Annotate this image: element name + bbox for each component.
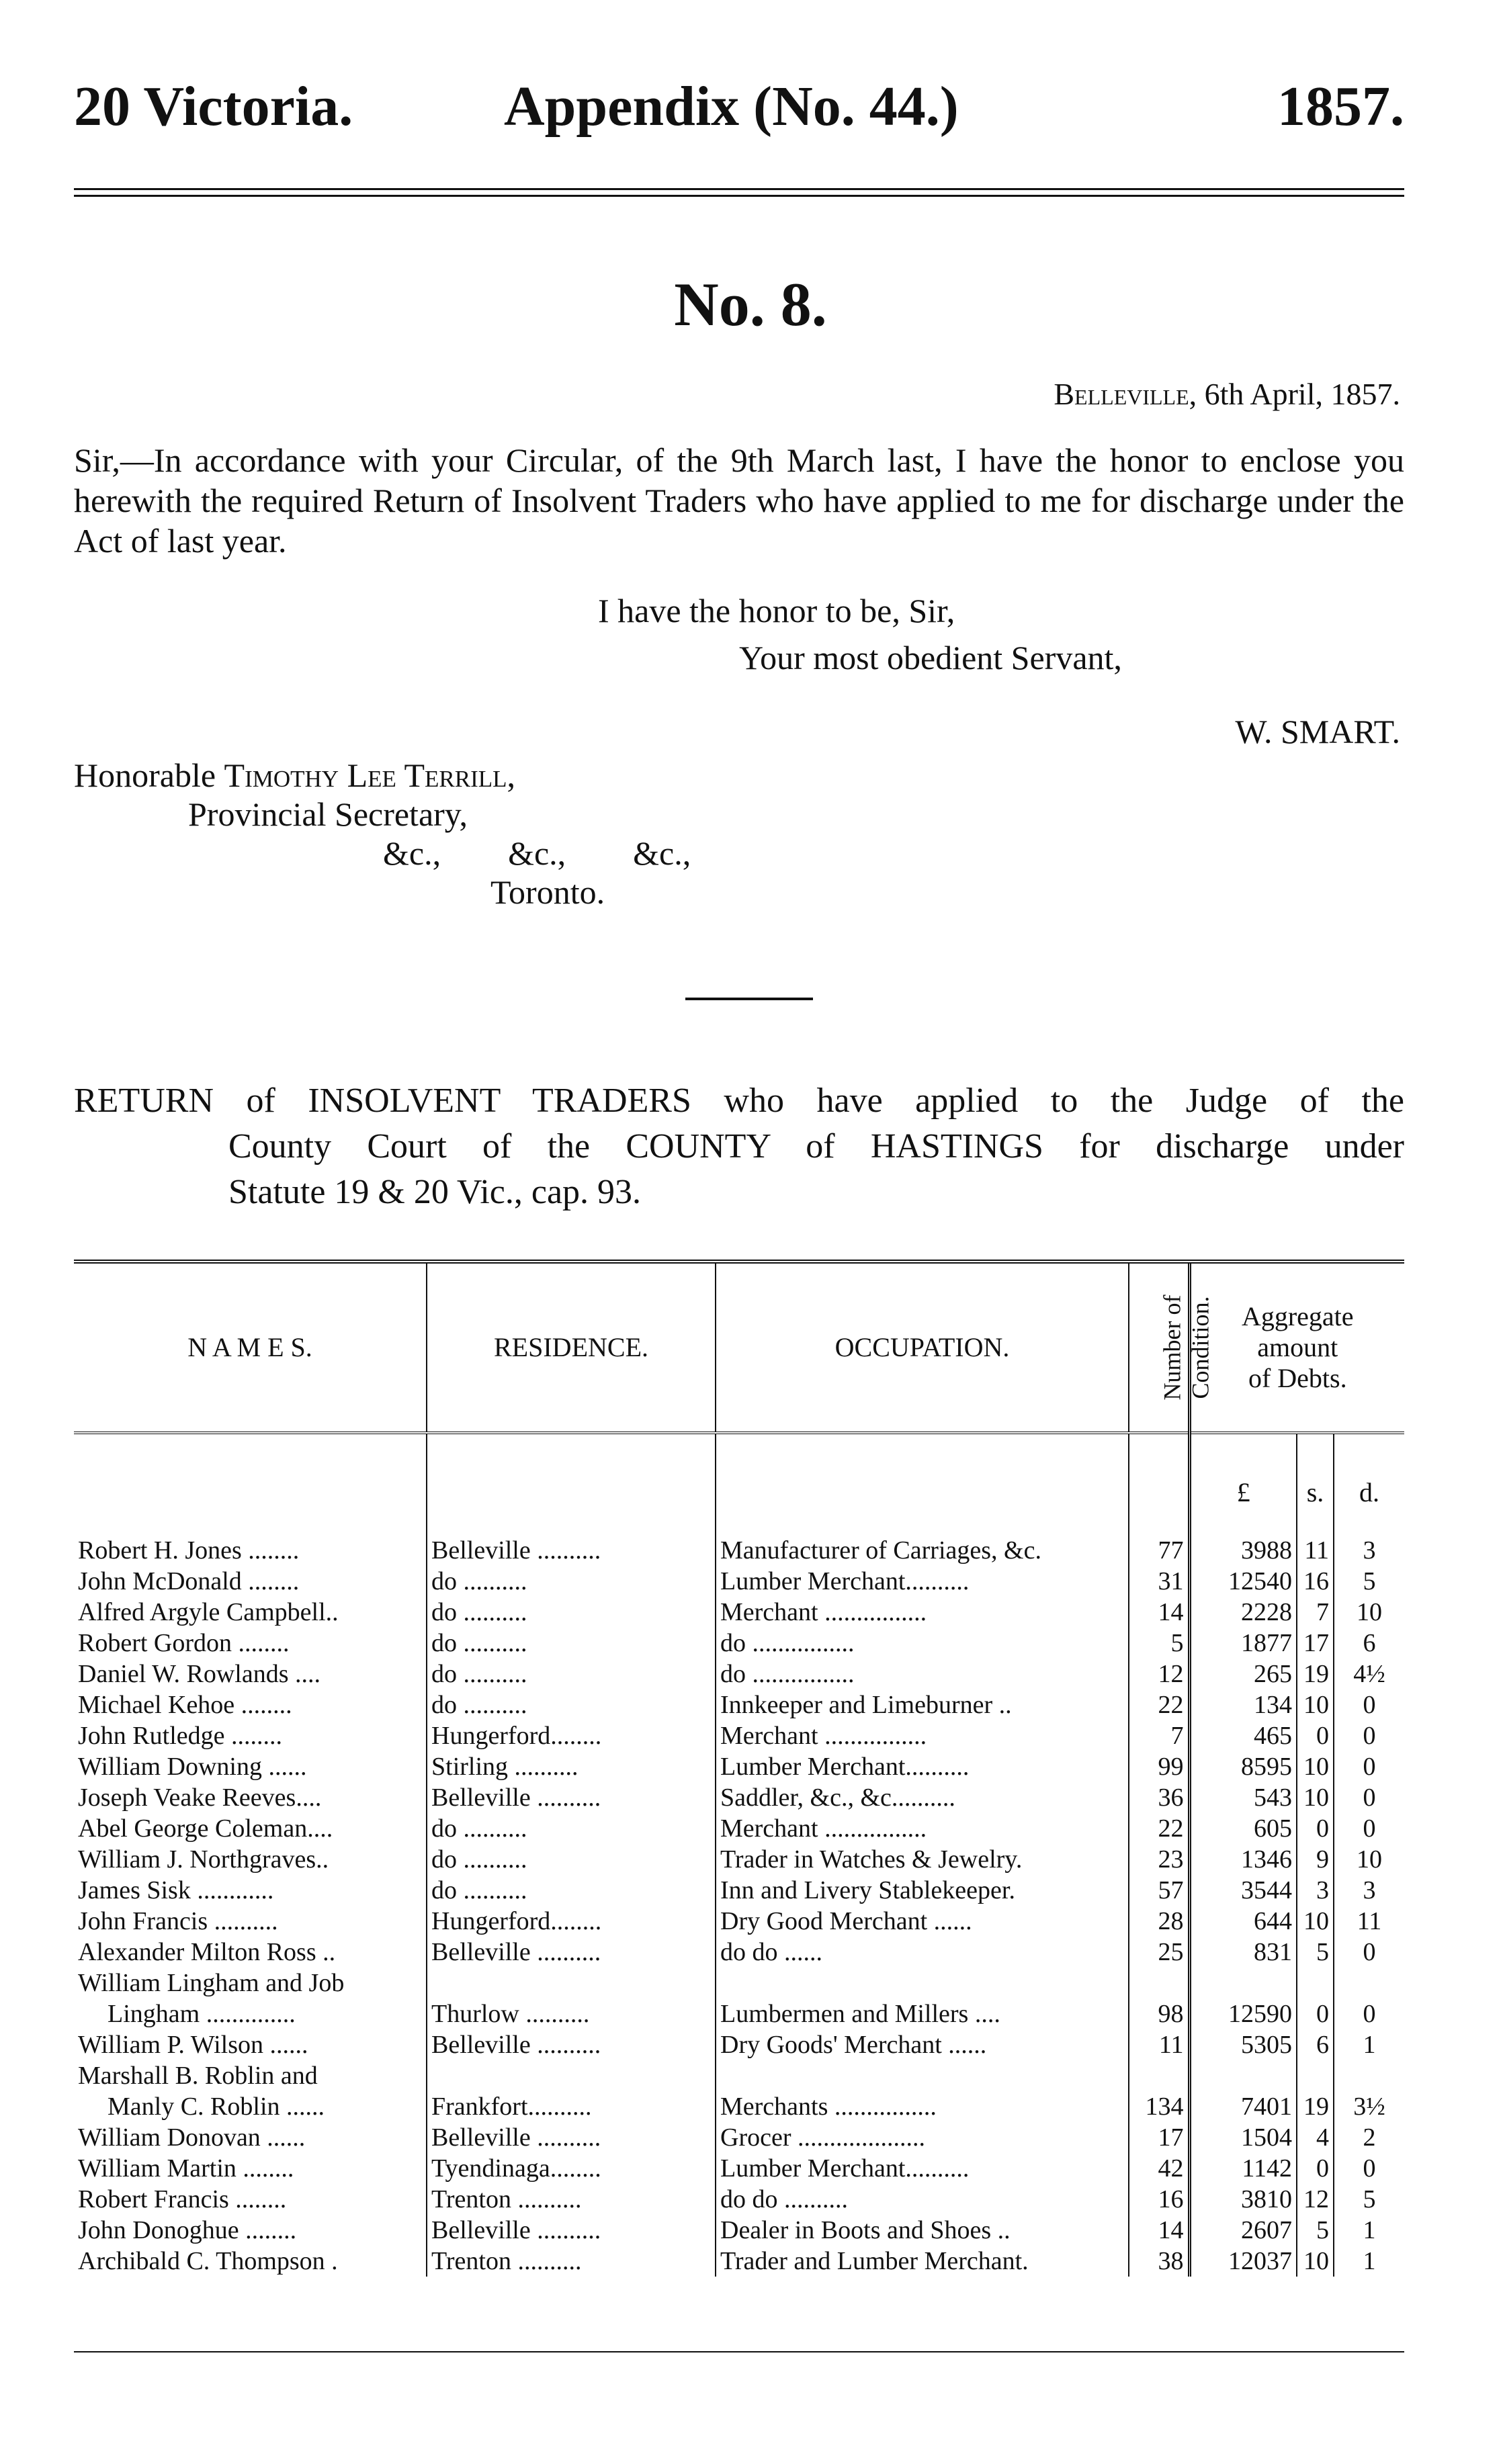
- table-row: [74, 2122, 1404, 2153]
- cell-occupation: Lumber Merchant..........: [716, 2153, 1129, 2184]
- cell-shillings: 12: [1297, 2184, 1334, 2215]
- cell-pounds: 5305: [1189, 2029, 1297, 2060]
- cell-residence: Trenton ..........: [427, 2246, 716, 2277]
- cell-name: Abel George Coleman....: [78, 1814, 333, 1843]
- table-header-row: [74, 1262, 1404, 1433]
- header-aggregate-line-2: amount: [1257, 1332, 1338, 1362]
- cell-occupation: Lumbermen and Millers ....: [716, 1998, 1129, 2029]
- cell-number-condition: 38: [1129, 2246, 1189, 2277]
- cell-shillings: 10: [1297, 1782, 1334, 1813]
- cell-shillings: 9: [1297, 1844, 1334, 1875]
- cell-name: Manly C. Roblin ......: [108, 2093, 325, 2121]
- cell-number-condition: 57: [1129, 1875, 1189, 1906]
- cell-pence: 3½: [1334, 2091, 1404, 2122]
- table-row: [74, 1906, 1404, 1937]
- cell-number-condition: 22: [1129, 1689, 1189, 1720]
- letter-body: Sir,—In accordance with your Circular, of the 9th March last, I have the honor to enclose you herewith the required Return of Insolvent Traders who have applied to me for discharge under the Act of last year.: [74, 441, 1404, 560]
- cell-residence: do ..........: [427, 1844, 716, 1875]
- cell-shillings: 10: [1297, 1906, 1334, 1937]
- cell-occupation: do ................: [716, 1628, 1129, 1659]
- cell-pounds: 3988: [1189, 1535, 1297, 1566]
- cell-number-condition: 28: [1129, 1906, 1189, 1937]
- cell-name: William Martin ........: [78, 2154, 294, 2183]
- cell-residence: Belleville ..........: [427, 2122, 716, 2153]
- table-row: [74, 1566, 1404, 1597]
- cell-number-condition: 77: [1129, 1535, 1189, 1566]
- cell-pounds: 134: [1189, 1689, 1297, 1720]
- table-row: [74, 1937, 1404, 1968]
- unit-shillings: s.: [1297, 1433, 1334, 1508]
- unit-pence: d.: [1334, 1433, 1404, 1508]
- table-row: [74, 1875, 1404, 1906]
- cell-name: Michael Kehoe ........: [78, 1691, 292, 1719]
- cell-occupation: [716, 1968, 1129, 1998]
- return-title-line-1: RETURN of INSOLVENT TRADERS who have applied to the Judge of the: [74, 1082, 1404, 1120]
- dateline-place: Belleville,: [1054, 377, 1197, 411]
- cell-occupation: [716, 2060, 1129, 2091]
- cell-shillings: 0: [1297, 1720, 1334, 1751]
- cell-number-condition: 12: [1129, 1659, 1189, 1689]
- table-row: [74, 1751, 1404, 1782]
- return-title: [74, 1078, 1404, 1215]
- cell-pence: 0: [1334, 1937, 1404, 1968]
- header-regnal-year: 20 Victoria.: [74, 75, 353, 138]
- cell-pounds: 265: [1189, 1659, 1297, 1689]
- cell-name: Alexander Milton Ross ..: [78, 1938, 336, 1966]
- cell-pence: [1334, 1968, 1404, 1998]
- cell-pounds: 543: [1189, 1782, 1297, 1813]
- cell-residence: Belleville ..........: [427, 1535, 716, 1566]
- document-number: No. 8.: [674, 270, 827, 339]
- header-number-label: [1158, 1294, 1214, 1400]
- cell-residence: Hungerford........: [427, 1720, 716, 1751]
- letter-closing-1: I have the honor to be, Sir,: [598, 592, 955, 629]
- cell-number-condition: 17: [1129, 2122, 1189, 2153]
- header-aggregate-line-1: Aggregate: [1241, 1301, 1354, 1331]
- cell-occupation: Lumber Merchant..........: [716, 1751, 1129, 1782]
- cell-residence: [427, 1968, 716, 1998]
- table-row: [74, 1782, 1404, 1813]
- cell-number-condition: 42: [1129, 2153, 1189, 2184]
- cell-pence: 6: [1334, 1628, 1404, 1659]
- cell-residence: Stirling ..........: [427, 1751, 716, 1782]
- cell-occupation: Merchant ................: [716, 1813, 1129, 1844]
- table-row: [74, 1597, 1404, 1628]
- table-row: [74, 1659, 1404, 1689]
- cell-number-condition: 36: [1129, 1782, 1189, 1813]
- cell-pounds: 3544: [1189, 1875, 1297, 1906]
- cell-residence: do ..........: [427, 1628, 716, 1659]
- cell-pence: 0: [1334, 1998, 1404, 2029]
- cell-pounds: 644: [1189, 1906, 1297, 1937]
- cell-shillings: 6: [1297, 2029, 1334, 2060]
- dateline: [1054, 376, 1400, 412]
- cell-residence: Trenton ..........: [427, 2184, 716, 2215]
- cell-shillings: 10: [1297, 2246, 1334, 2277]
- cell-pence: 3: [1334, 1535, 1404, 1566]
- cell-pence: 5: [1334, 1566, 1404, 1597]
- cell-pence: 0: [1334, 1813, 1404, 1844]
- cell-pounds: 2228: [1189, 1597, 1297, 1628]
- table-row: [74, 1628, 1404, 1659]
- cell-residence: Belleville ..........: [427, 2029, 716, 2060]
- cell-name: William P. Wilson ......: [78, 2031, 308, 2059]
- cell-pence: 3: [1334, 1875, 1404, 1906]
- cell-occupation: Merchants ................: [716, 2091, 1129, 2122]
- cell-shillings: 7: [1297, 1597, 1334, 1628]
- cell-pence: 1: [1334, 2029, 1404, 2060]
- cell-number-condition: 16: [1129, 2184, 1189, 2215]
- cell-residence: Tyendinaga........: [427, 2153, 716, 2184]
- header-aggregate: [1189, 1262, 1404, 1433]
- cell-occupation: do do ......: [716, 1937, 1129, 1968]
- cell-shillings: 11: [1297, 1535, 1334, 1566]
- table-row: [74, 2184, 1404, 2215]
- cell-name: Daniel W. Rowlands ....: [78, 1660, 320, 1688]
- cell-pence: 5: [1334, 2184, 1404, 2215]
- cell-shillings: 10: [1297, 1751, 1334, 1782]
- header-aggregate-line-3: of Debts.: [1248, 1363, 1347, 1393]
- table-row: [74, 1689, 1404, 1720]
- cell-name: Robert H. Jones ........: [78, 1536, 300, 1565]
- cell-pence: 1: [1334, 2246, 1404, 2277]
- cell-shillings: 10: [1297, 1689, 1334, 1720]
- addressee-etc: &c., &c., &c.,: [383, 834, 691, 872]
- cell-number-condition: 14: [1129, 2215, 1189, 2246]
- spacer-row: [74, 1508, 1404, 1535]
- cell-pence: 0: [1334, 1782, 1404, 1813]
- cell-name: John Francis ..........: [78, 1907, 278, 1935]
- section-divider: [685, 998, 813, 1000]
- cell-shillings: 0: [1297, 1813, 1334, 1844]
- table-row: [74, 1813, 1404, 1844]
- cell-name: Joseph Veake Reeves....: [78, 1784, 322, 1812]
- addressee-prefix: Honorable: [74, 756, 216, 794]
- cell-shillings: 4: [1297, 2122, 1334, 2153]
- cell-number-condition: 25: [1129, 1937, 1189, 1968]
- dateline-date: 6th April, 1857.: [1204, 377, 1400, 411]
- cell-occupation: Trader in Watches & Jewelry.: [716, 1844, 1129, 1875]
- header-number-condition: [1129, 1262, 1214, 1433]
- cell-residence: Thurlow ..........: [427, 1998, 716, 2029]
- cell-name: Lingham ..............: [108, 2000, 296, 2028]
- cell-number-condition: 22: [1129, 1813, 1189, 1844]
- letter-signature: W. SMART.: [1235, 713, 1400, 750]
- cell-pounds: [1189, 1968, 1297, 1998]
- cell-number-condition: 99: [1129, 1751, 1189, 1782]
- cell-number-condition: 11: [1129, 2029, 1189, 2060]
- cell-residence: Belleville ..........: [427, 1937, 716, 1968]
- cell-residence: Belleville ..........: [427, 2215, 716, 2246]
- cell-pence: 2: [1334, 2122, 1404, 2153]
- cell-pence: 0: [1334, 1751, 1404, 1782]
- cell-shillings: [1297, 2060, 1334, 2091]
- cell-name: Robert Francis ........: [78, 2185, 287, 2213]
- cell-pounds: 1346: [1189, 1844, 1297, 1875]
- cell-occupation: Inn and Livery Stablekeeper.: [716, 1875, 1129, 1906]
- cell-pounds: 12037: [1189, 2246, 1297, 2277]
- cell-pounds: 2607: [1189, 2215, 1297, 2246]
- table-row: [74, 1720, 1404, 1751]
- cell-occupation: Dry Goods' Merchant ......: [716, 2029, 1129, 2060]
- cell-name: James Sisk ............: [78, 1876, 274, 1904]
- cell-residence: do ..........: [427, 1659, 716, 1689]
- cell-occupation: Dealer in Boots and Shoes ..: [716, 2215, 1129, 2246]
- cell-name: John McDonald ........: [78, 1567, 300, 1595]
- cell-pounds: 12590: [1189, 1998, 1297, 2029]
- cell-shillings: [1297, 1968, 1334, 1998]
- table-row: [74, 2060, 1404, 2091]
- cell-pence: 10: [1334, 1844, 1404, 1875]
- cell-occupation: do ................: [716, 1659, 1129, 1689]
- cell-name: William Lingham and Job: [78, 1969, 345, 1997]
- header-number-line-2: Condition.: [1187, 1295, 1214, 1399]
- units-row: [74, 1433, 1404, 1508]
- cell-occupation: Dry Good Merchant ......: [716, 1906, 1129, 1937]
- cell-occupation: do do ..........: [716, 2184, 1129, 2215]
- cell-pence: 11: [1334, 1906, 1404, 1937]
- cell-occupation: Grocer ....................: [716, 2122, 1129, 2153]
- cell-occupation: Merchant ................: [716, 1597, 1129, 1628]
- header-number-line-1: Number of: [1158, 1294, 1186, 1400]
- cell-pounds: 12540: [1189, 1566, 1297, 1597]
- table-row: [74, 2215, 1404, 2246]
- addressee-title: Provincial Secretary,: [188, 795, 468, 833]
- header-appendix: Appendix (No. 44.): [504, 75, 959, 138]
- cell-pounds: 605: [1189, 1813, 1297, 1844]
- table-row: [74, 1968, 1404, 1998]
- cell-name: Robert Gordon ........: [78, 1629, 290, 1657]
- cell-residence: Frankfort..........: [427, 2091, 716, 2122]
- table-row: [74, 1844, 1404, 1875]
- page-header: [74, 74, 1404, 148]
- letter-closing-2: Your most obedient Servant,: [739, 639, 1122, 676]
- insolvent-traders-table: [74, 1260, 1404, 2277]
- cell-shillings: 17: [1297, 1628, 1334, 1659]
- cell-pence: 0: [1334, 1720, 1404, 1751]
- cell-pounds: 1142: [1189, 2153, 1297, 2184]
- cell-number-condition: 23: [1129, 1844, 1189, 1875]
- header-occupation: OCCUPATION.: [716, 1262, 1129, 1433]
- table-row: [74, 1535, 1404, 1566]
- header-rule-top: [74, 188, 1404, 190]
- return-title-line-2: County Court of the COUNTY of HASTINGS for discharge under: [228, 1127, 1404, 1165]
- table-row: [74, 2246, 1404, 2277]
- cell-name: William J. Northgraves..: [78, 1845, 329, 1874]
- table-row: [74, 2091, 1404, 2122]
- cell-pounds: 1504: [1189, 2122, 1297, 2153]
- table-bottom-rule: [74, 2351, 1404, 2352]
- cell-name: John Rutledge ........: [78, 1722, 282, 1750]
- addressee-city: Toronto.: [490, 873, 605, 911]
- cell-name: Marshall B. Roblin and: [78, 2062, 318, 2090]
- cell-number-condition: 5: [1129, 1628, 1189, 1659]
- cell-pounds: [1189, 2060, 1297, 2091]
- addressee: [74, 756, 691, 912]
- cell-shillings: 0: [1297, 2153, 1334, 2184]
- cell-pence: 0: [1334, 1689, 1404, 1720]
- cell-pounds: 465: [1189, 1720, 1297, 1751]
- cell-pence: 0: [1334, 2153, 1404, 2184]
- cell-residence: do ..........: [427, 1597, 716, 1628]
- cell-shillings: 19: [1297, 2091, 1334, 2122]
- cell-pounds: 831: [1189, 1937, 1297, 1968]
- table-row: [74, 2153, 1404, 2184]
- cell-occupation: Innkeeper and Limeburner ..: [716, 1689, 1129, 1720]
- cell-number-condition: [1129, 1968, 1189, 1998]
- header-rule-bottom: [74, 195, 1404, 197]
- cell-name: William Downing ......: [78, 1753, 307, 1781]
- cell-shillings: 3: [1297, 1875, 1334, 1906]
- cell-pence: 4½: [1334, 1659, 1404, 1689]
- cell-shillings: 5: [1297, 2215, 1334, 2246]
- cell-number-condition: 31: [1129, 1566, 1189, 1597]
- cell-name: Archibald C. Thompson .: [78, 2247, 338, 2275]
- cell-occupation: Lumber Merchant..........: [716, 1566, 1129, 1597]
- return-title-line-3: Statute 19 & 20 Vic., cap. 93.: [228, 1173, 642, 1211]
- cell-occupation: Merchant ................: [716, 1720, 1129, 1751]
- cell-number-condition: 14: [1129, 1597, 1189, 1628]
- addressee-name: Timothy Lee Terrill,: [224, 756, 515, 794]
- cell-pence: 1: [1334, 2215, 1404, 2246]
- cell-number-condition: 7: [1129, 1720, 1189, 1751]
- cell-occupation: Trader and Lumber Merchant.: [716, 2246, 1129, 2277]
- cell-residence: do ..........: [427, 1566, 716, 1597]
- cell-shillings: 16: [1297, 1566, 1334, 1597]
- cell-residence: Belleville ..........: [427, 1782, 716, 1813]
- table-row: [74, 1998, 1404, 2029]
- cell-pounds: 3810: [1189, 2184, 1297, 2215]
- cell-pence: 10: [1334, 1597, 1404, 1628]
- cell-name: John Donoghue ........: [78, 2216, 297, 2244]
- cell-occupation: Saddler, &c., &c..........: [716, 1782, 1129, 1813]
- table-row: [74, 2029, 1404, 2060]
- cell-name: Alfred Argyle Campbell..: [78, 1598, 339, 1626]
- cell-shillings: 19: [1297, 1659, 1334, 1689]
- cell-shillings: 5: [1297, 1937, 1334, 1968]
- header-residence: RESIDENCE.: [427, 1262, 716, 1433]
- cell-number-condition: [1129, 2060, 1189, 2091]
- cell-number-condition: 98: [1129, 1998, 1189, 2029]
- cell-shillings: 0: [1297, 1998, 1334, 2029]
- cell-residence: do ..........: [427, 1689, 716, 1720]
- cell-residence: [427, 2060, 716, 2091]
- cell-name: William Donovan ......: [78, 2123, 306, 2152]
- cell-occupation: Manufacturer of Carriages, &c.: [716, 1535, 1129, 1566]
- cell-pounds: 8595: [1189, 1751, 1297, 1782]
- cell-residence: do ..........: [427, 1813, 716, 1844]
- table-body: [74, 1433, 1404, 2277]
- header-names: N A M E S.: [74, 1262, 427, 1433]
- cell-residence: do ..........: [427, 1875, 716, 1906]
- cell-number-condition: 134: [1129, 2091, 1189, 2122]
- cell-pounds: 1877: [1189, 1628, 1297, 1659]
- cell-pence: [1334, 2060, 1404, 2091]
- unit-pounds: £: [1189, 1433, 1297, 1508]
- cell-pounds: 7401: [1189, 2091, 1297, 2122]
- cell-residence: Hungerford........: [427, 1906, 716, 1937]
- header-year: 1857.: [1277, 75, 1404, 138]
